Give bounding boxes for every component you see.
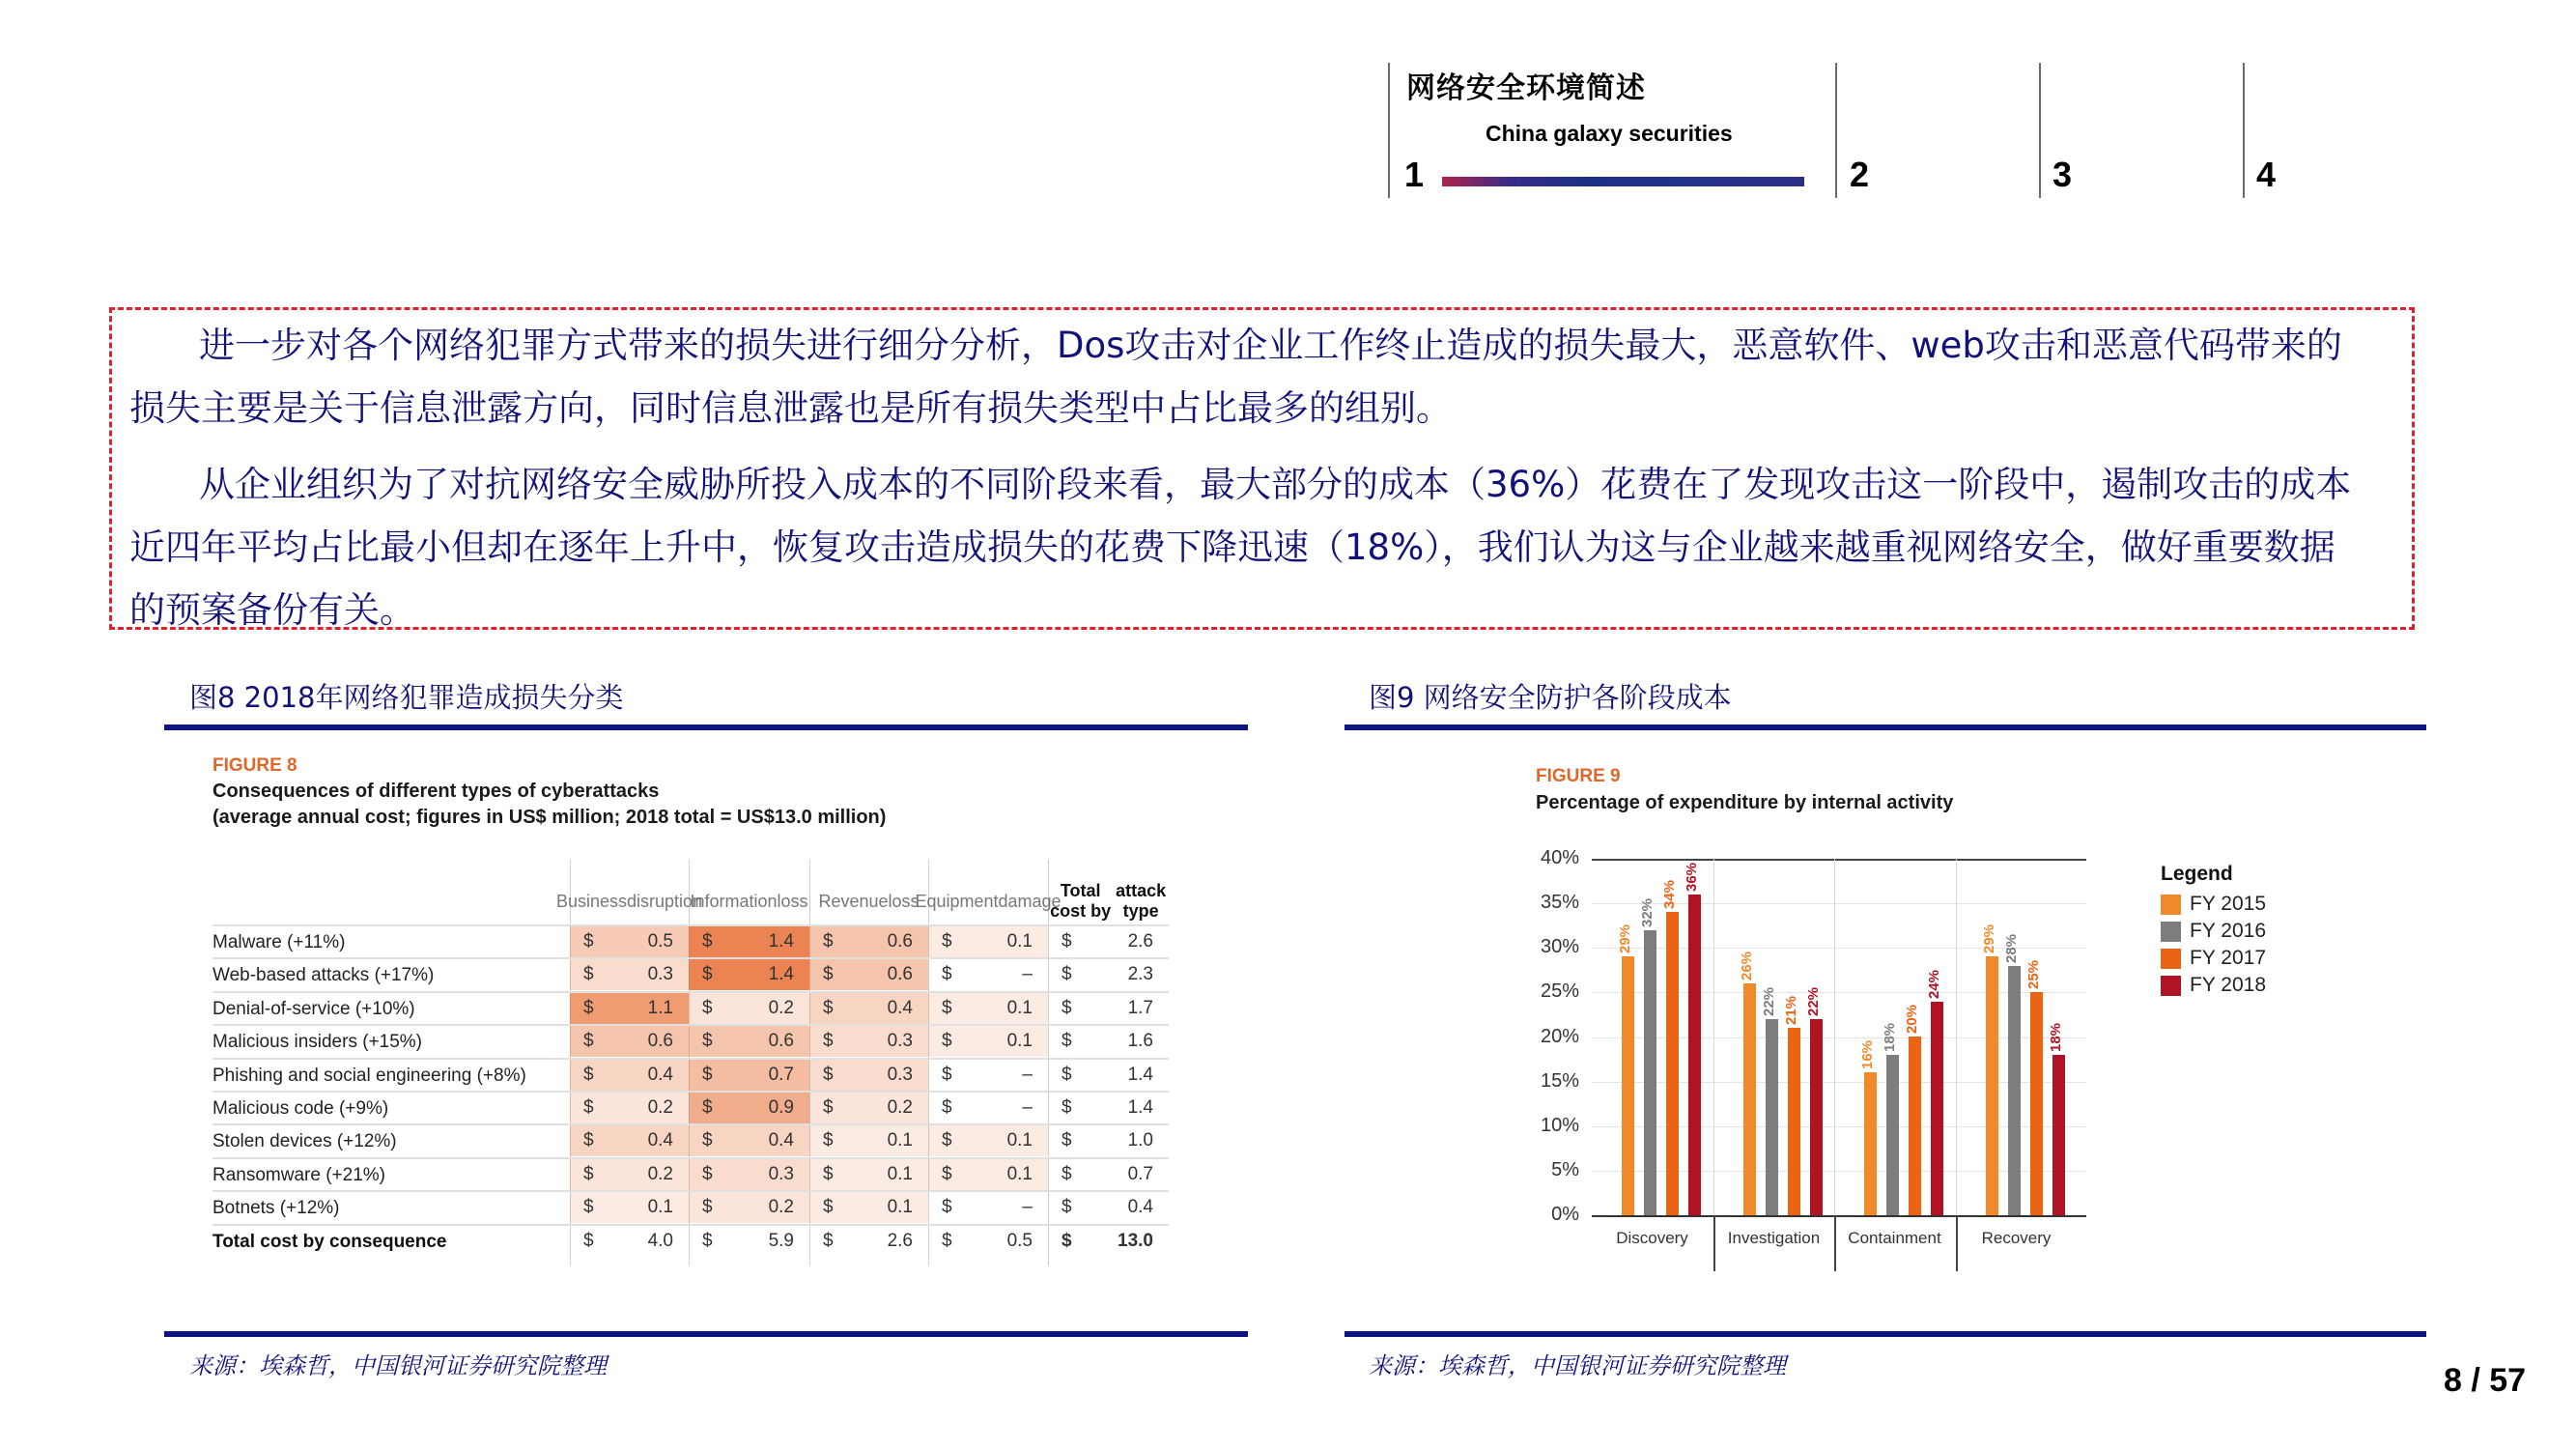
table-cell: $ 0.2 <box>689 1192 809 1223</box>
table-column-header: Equipment damage <box>915 891 1062 911</box>
row-label: Malicious code (+9%) <box>212 1098 389 1119</box>
y-axis-tick: 20% <box>1540 1026 1579 1047</box>
table-cell: $ 0.1 <box>928 1125 1048 1156</box>
table-cell: $ 0.2 <box>689 993 809 1024</box>
chart-bar[interactable] <box>1788 1028 1800 1215</box>
x-axis-category-label: Investigation <box>1727 1229 1821 1247</box>
table-cell: $ 0.4 <box>1062 1197 1153 1217</box>
chart-bar-value-label: 34% <box>1661 879 1678 909</box>
figure-9-title: Percentage of expenditure by internal activity <box>1536 792 1954 813</box>
chart-bar-value-label: 21% <box>1783 995 1799 1025</box>
nav-divider <box>1388 63 1390 198</box>
table-cell: $ – <box>942 1197 1033 1217</box>
row-label: Web-based attacks (+17%) <box>212 965 435 985</box>
chart-bar[interactable] <box>1766 1019 1778 1215</box>
table-cell: $ 1.4 <box>689 959 809 990</box>
y-axis-tick: 30% <box>1540 936 1579 957</box>
chart-bar[interactable] <box>1688 895 1701 1215</box>
chart-legend-title: Legend <box>2161 863 2233 885</box>
row-label: Denial-of-service (+10%) <box>212 999 415 1019</box>
table-cell: $ 2.3 <box>1062 964 1153 984</box>
row-label: Malware (+11%) <box>212 932 346 952</box>
x-axis-category-label: Recovery <box>1981 1229 2052 1247</box>
table-cell: $ 2.6 <box>1062 931 1153 952</box>
x-axis-category-label: Discovery <box>1616 1229 1688 1247</box>
table-row <box>212 1024 1169 1057</box>
table-cell: $ 0.4 <box>809 993 928 1024</box>
chart-bar[interactable] <box>2052 1055 2065 1215</box>
table-cell: $ 1.4 <box>689 926 809 957</box>
row-label: Botnets (+12%) <box>212 1198 340 1218</box>
chart-bar[interactable] <box>1644 930 1656 1215</box>
legend-swatch <box>2161 895 2181 915</box>
table-cell: $ 0.4 <box>689 1125 809 1156</box>
row-label: Total cost by consequence <box>212 1232 447 1252</box>
chart-bar-value-label: 29% <box>1981 923 1997 953</box>
table-cell: $ 1.4 <box>1062 1097 1153 1118</box>
table-cell: $ – <box>942 964 1033 984</box>
figure-8-caption: 图8 2018年网络犯罪造成损失分类 <box>189 681 624 714</box>
legend-item: FY 2017 <box>2161 947 2266 970</box>
legend-item: FY 2015 <box>2161 893 2266 916</box>
chart-bar[interactable] <box>1666 912 1679 1215</box>
table-cell: $ 1.1 <box>570 993 689 1024</box>
table-row <box>212 1123 1169 1156</box>
figure-8-kicker: FIGURE 8 <box>212 755 297 776</box>
nav-section-4[interactable]: 4 <box>2256 155 2277 194</box>
table-cell: $ 0.3 <box>570 959 689 990</box>
table-cell: $ 0.1 <box>809 1125 928 1156</box>
y-axis-tick: 0% <box>1551 1204 1579 1225</box>
table-row <box>212 1190 1169 1223</box>
chart-bar-value-label: 24% <box>1926 969 1942 999</box>
table-cell: $ 0.6 <box>570 1026 689 1057</box>
nav-section-1[interactable]: 1 <box>1404 155 1425 194</box>
table-cell: $ 1.0 <box>1062 1130 1153 1151</box>
chart-bar[interactable] <box>1886 1055 1899 1215</box>
table-cell: $ – <box>942 1097 1033 1118</box>
table-cell: $ 0.9 <box>689 1093 809 1123</box>
figure-9-top-rule <box>1345 724 2426 730</box>
table-cell: $ 0.3 <box>689 1159 809 1190</box>
chart-bar-value-label: 20% <box>1904 1004 1920 1034</box>
chart-x-axis <box>1592 1215 2086 1217</box>
table-cell: $ 0.2 <box>570 1159 689 1190</box>
table-cell: $ 0.7 <box>1062 1164 1153 1184</box>
table-cell: $ 0.5 <box>942 1231 1033 1251</box>
table-column-header: Revenue loss <box>818 891 920 911</box>
nav-divider <box>1835 63 1837 198</box>
row-label: Ransomware (+21%) <box>212 1165 385 1185</box>
chart-bar-value-label: 32% <box>1639 897 1656 927</box>
y-axis-tick: 15% <box>1540 1070 1579 1092</box>
page-number: 8 / 57 <box>2444 1362 2527 1399</box>
table-column-header: Business disruption <box>555 891 703 911</box>
legend-item: FY 2018 <box>2161 974 2266 997</box>
table-row <box>212 1091 1169 1123</box>
chart-bar[interactable] <box>1909 1037 1921 1215</box>
table-cell: $ 0.1 <box>928 1159 1048 1190</box>
chart-bar[interactable] <box>2008 966 2021 1215</box>
y-axis-tick: 10% <box>1540 1115 1579 1136</box>
summary-paragraph-2: 从企业组织为了对抗网络安全威胁所投入成本的不同阶段来看，最大部分的成本（36%）花费在了发现攻击这一阶段中，遏制攻击的成本近四年平均占比最小但却在逐年上升中，恢复攻击造成损失的花费下降迅速（18%），我们认为这与企业越来越重视网络安全，做好重要数据的预案备份有关。 <box>129 464 2352 631</box>
row-label: Malicious insiders (+15%) <box>212 1032 422 1052</box>
legend-item: FY 2016 <box>2161 920 2266 943</box>
table-cell: $ 0.4 <box>570 1060 689 1091</box>
table-total-row <box>212 1224 1169 1257</box>
chart-bar-value-label: 28% <box>2003 933 2020 963</box>
legend-swatch <box>2161 922 2181 942</box>
table-cell: $ 0.1 <box>570 1192 689 1223</box>
table-column-header: Information loss <box>690 891 808 911</box>
chart-bar[interactable] <box>1810 1019 1823 1215</box>
figure-8-bottom-rule <box>164 1331 1248 1337</box>
chart-bar[interactable] <box>1622 956 1634 1215</box>
table-cell: $ 13.0 <box>1062 1231 1153 1251</box>
figure-8-title: Consequences of different types of cyberattacks <box>212 781 660 802</box>
chart-bar-value-label: 29% <box>1617 923 1633 953</box>
figure-9-bottom-rule <box>1345 1331 2426 1337</box>
brand-name: China galaxy securities <box>1486 121 1733 146</box>
table-cell: $ 0.3 <box>809 1026 928 1057</box>
chart-bar-value-label: 26% <box>1739 951 1755 980</box>
row-label: Phishing and social engineering (+8%) <box>212 1065 526 1086</box>
chart-bar[interactable] <box>1986 956 1998 1215</box>
summary-note-box <box>109 307 2415 630</box>
table-column-header: Total cost by attack type <box>1050 881 1167 921</box>
table-cell: $ 0.2 <box>570 1093 689 1123</box>
chart-bar[interactable] <box>1931 1002 1943 1215</box>
table-cell: $ 1.7 <box>1062 998 1153 1018</box>
table-cell: $ 0.2 <box>809 1093 928 1123</box>
table-cell: $ – <box>942 1065 1033 1085</box>
chart-bar-value-label: 22% <box>1805 986 1822 1016</box>
legend-swatch <box>2161 949 2181 969</box>
figure-8-subtitle: (average annual cost; figures in US$ million; 2018 total = US$13.0 million) <box>212 807 887 828</box>
figure-9-caption: 图9 网络安全防护各阶段成本 <box>1369 681 1732 714</box>
table-cell: $ 0.1 <box>928 926 1048 957</box>
table-cell: $ 0.3 <box>809 1060 928 1091</box>
table-cell: $ 1.6 <box>1062 1031 1153 1051</box>
table-cell: $ 0.6 <box>689 1026 809 1057</box>
figure-8-source: 来源：埃森哲，中国银河证券研究院整理 <box>189 1352 607 1379</box>
table-row <box>212 1157 1169 1190</box>
chart-bar[interactable] <box>1743 983 1756 1215</box>
nav-section-3[interactable]: 3 <box>2052 155 2073 194</box>
y-axis-tick: 40% <box>1540 847 1579 868</box>
table-cell: $ 0.1 <box>928 1026 1048 1057</box>
table-cell: $ 0.1 <box>928 993 1048 1024</box>
table-row <box>212 957 1169 990</box>
row-label: Stolen devices (+12%) <box>212 1131 397 1151</box>
chart-bar-value-label: 25% <box>2025 959 2042 989</box>
chart-bar[interactable] <box>2030 992 2043 1215</box>
nav-divider <box>2039 63 2041 198</box>
chart-top-axis <box>1592 859 2086 861</box>
chart-group-divider <box>1956 859 1957 1215</box>
active-section-indicator <box>1442 177 1804 186</box>
table-cell: $ 0.6 <box>809 926 928 957</box>
chart-group-divider <box>1834 859 1835 1215</box>
table-cell: $ 0.4 <box>570 1125 689 1156</box>
chart-bar-value-label: 16% <box>1859 1039 1876 1069</box>
figure-9-source: 来源：埃森哲，中国银河证券研究院整理 <box>1369 1352 1786 1379</box>
x-axis-category-label: Containment <box>1848 1229 1941 1247</box>
legend-swatch <box>2161 976 2181 996</box>
nav-divider <box>2243 63 2245 198</box>
nav-section-2[interactable]: 2 <box>1850 155 1870 194</box>
section-title: 网络安全环境简述 <box>1406 71 1646 105</box>
y-axis-tick: 5% <box>1551 1159 1579 1180</box>
table-cell: $ 0.7 <box>689 1060 809 1091</box>
table-cell: $ 0.1 <box>809 1159 928 1190</box>
table-row <box>212 991 1169 1024</box>
chart-bar-value-label: 36% <box>1684 862 1700 892</box>
table-cell: $ 5.9 <box>702 1231 794 1251</box>
figure-8-top-rule <box>164 724 1248 730</box>
table-row <box>212 924 1169 957</box>
chart-bar-value-label: 18% <box>1882 1022 1898 1052</box>
summary-paragraph-1: 进一步对各个网络犯罪方式带来的损失进行细分分析，Dos攻击对企业工作终止造成的损失最大，恶意软件、web攻击和恶意代码带来的损失主要是关于信息泄露方向，同时信息泄露也是所有损失类型中占比最多的组别。 <box>129 325 2342 429</box>
y-axis-tick: 25% <box>1540 980 1579 1002</box>
table-cell: $ 1.4 <box>1062 1065 1153 1085</box>
table-cell: $ 0.1 <box>809 1192 928 1223</box>
chart-bar-value-label: 18% <box>2048 1022 2064 1052</box>
chart-group-divider <box>1713 859 1714 1215</box>
table-cell: $ 0.5 <box>570 926 689 957</box>
figure-9-kicker: FIGURE 9 <box>1536 766 1621 786</box>
table-cell: $ 4.0 <box>583 1231 673 1251</box>
table-cell: $ 0.6 <box>809 959 928 990</box>
table-cell: $ 2.6 <box>823 1231 913 1251</box>
y-axis-tick: 35% <box>1540 892 1579 913</box>
chart-bar-value-label: 22% <box>1761 986 1777 1016</box>
chart-bar[interactable] <box>1864 1072 1877 1215</box>
table-row <box>212 1058 1169 1091</box>
